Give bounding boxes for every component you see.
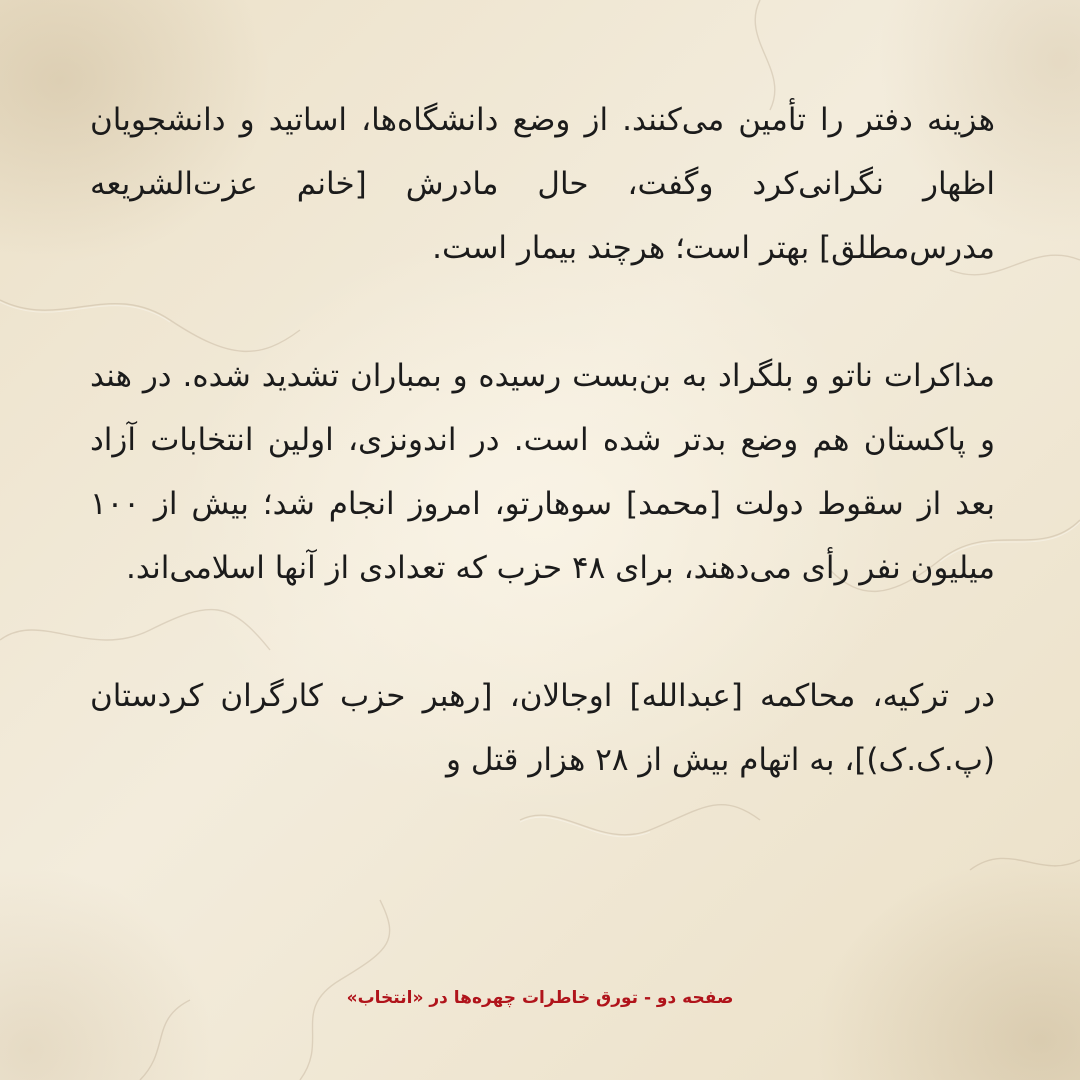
article-text	[90, 88, 995, 792]
footer-caption: صفحه دو - تورق خاطرات چهره‌ها در «انتخاب»	[346, 988, 734, 1008]
paragraph-1: هزینه دفتر را تأمین می‌کنند. از وضع دانشگاه‌ها، اساتید و دانشجویان اظهار نگرانی‌کرد وگفت، حال مادرش [خانم عزت‌الشریعه مدرس‌مطلق] بهتر است؛ هرچند بیمار است.	[90, 102, 995, 266]
paragraph-3: در ترکیه، محاکمه [عبدالله] اوجالان، [رهبر حزب کارگران کردستان (پ.ک.ک)]، به اتهام بیش از ۲۸ هزار قتل و	[90, 678, 995, 778]
paragraph-2: مذاکرات ناتو و بلگراد به بن‌بست رسیده و بمباران تشدید شده. در هند و پاکستان هم وضع بدتر شده است. در اندونزی، اولین انتخابات آزاد بعد از سقوط دولت [محمد] سوهارتو، امروز انجام شد؛ بیش از ۱۰۰ میلیون نفر رأی می‌دهند، برای ۴۸ حزب که تعدادی از آنها اسلامی‌اند.	[90, 358, 995, 586]
